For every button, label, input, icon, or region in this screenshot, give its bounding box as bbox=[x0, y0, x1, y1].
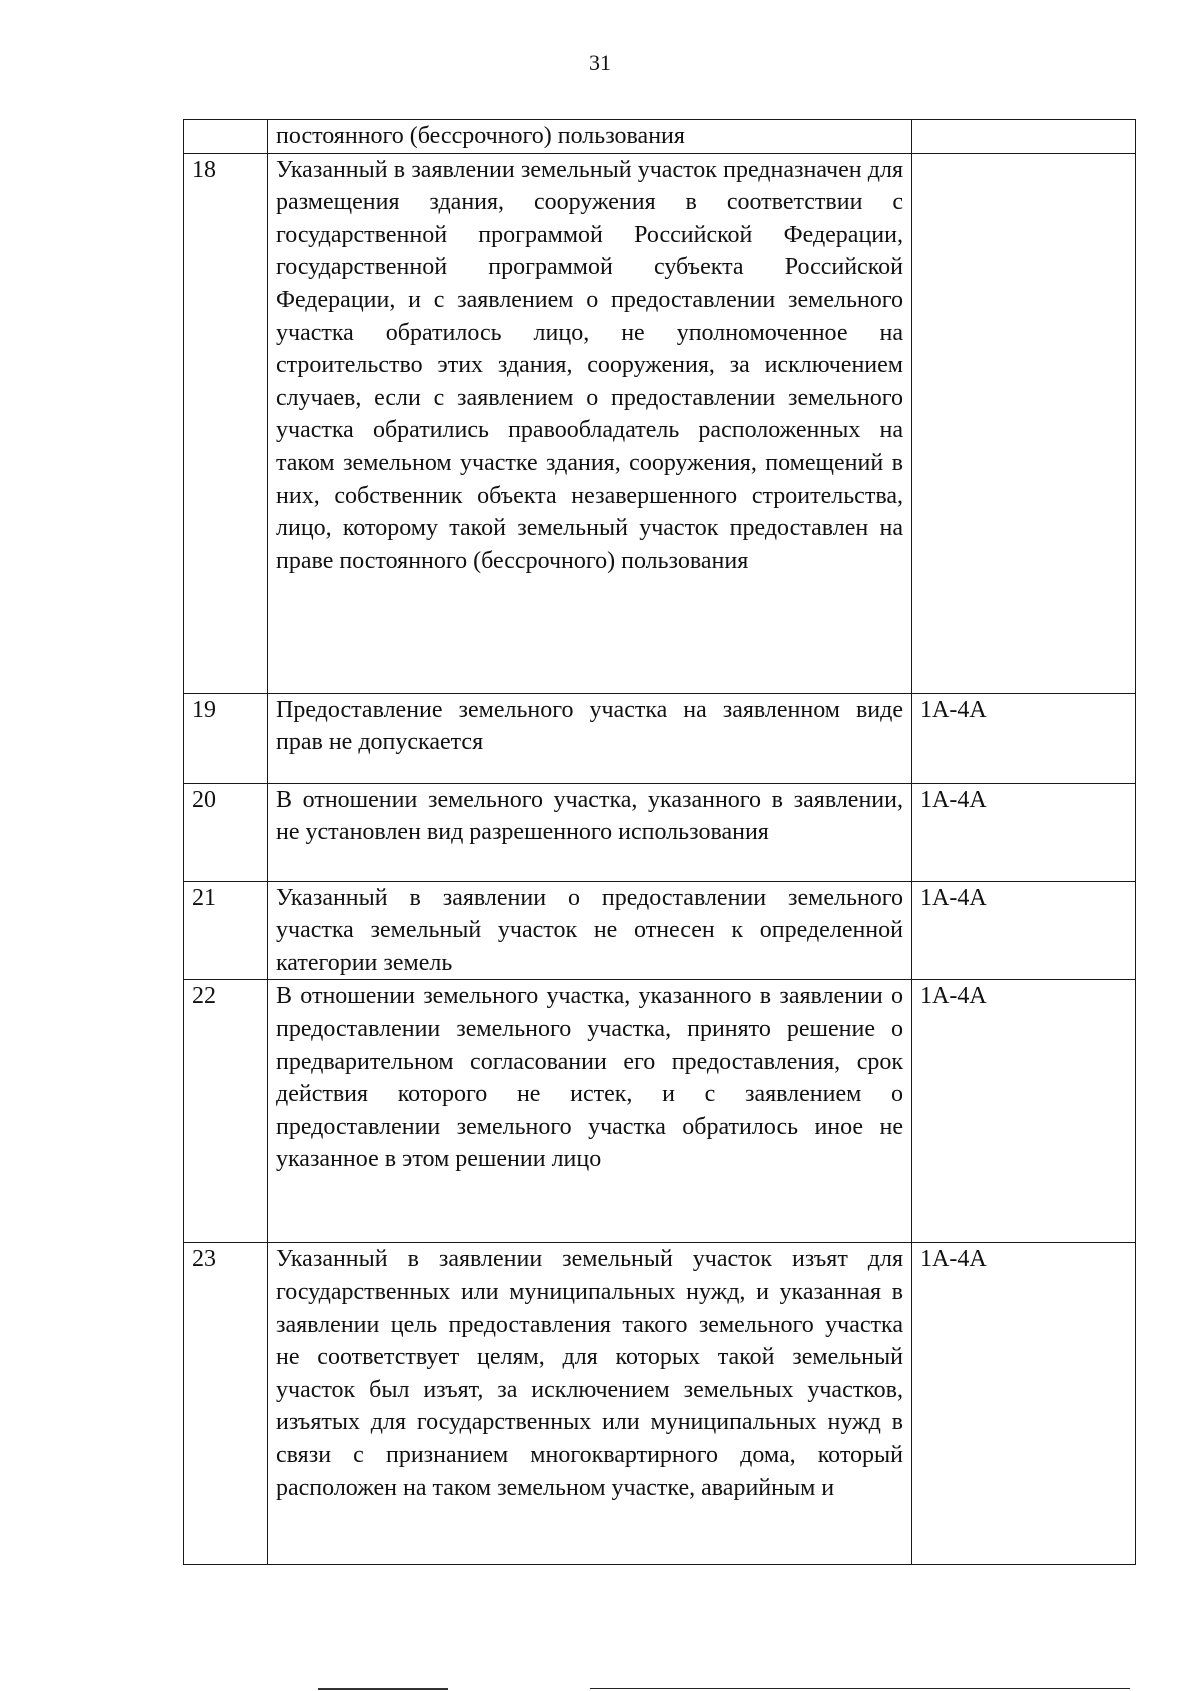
table-row bbox=[184, 1243, 1136, 1565]
row-text: Указанный в заявлении земельный участок предназначен для размещения здания, сооружения в соответствии с государственной программой Российской Федерации, государственной программой субъекта Российской Федерации, и с заявлением о предоставлении земельного участка обратилось лицо, не уполномоченное на строительство этих здания, сооружения, за исключением случаев, если с заявлением о предоставлении земельного участка обратились правообладатель расположенных на таком земельном участке здания, сооружения, помещений в них, собственник объекта незавершенного строительства, лицо, которому такой земельный участок предоставлен на праве постоянного (бессрочного) пользования bbox=[268, 153, 912, 693]
table-row bbox=[184, 153, 1136, 693]
row-code bbox=[912, 153, 1136, 693]
reasons-table bbox=[183, 119, 1136, 1565]
row-number: 20 bbox=[184, 783, 268, 881]
table-row bbox=[184, 693, 1136, 783]
row-number: 22 bbox=[184, 980, 268, 1243]
row-number: 18 bbox=[184, 153, 268, 693]
row-text: постоянного (бессрочного) пользования bbox=[268, 120, 912, 154]
row-code: 1А-4А bbox=[912, 693, 1136, 783]
table-row bbox=[184, 881, 1136, 980]
row-code: 1А-4А bbox=[912, 881, 1136, 980]
row-code bbox=[912, 120, 1136, 154]
row-text: Предоставление земельного участка на заявленном виде прав не допускается bbox=[268, 693, 912, 783]
table-row bbox=[184, 783, 1136, 881]
row-number: 21 bbox=[184, 881, 268, 980]
row-code: 1А-4А bbox=[912, 980, 1136, 1243]
row-text: Указанный в заявлении о предоставлении земельного участка земельный участок не отнесен к определенной категории земель bbox=[268, 881, 912, 980]
page-number: 31 bbox=[589, 50, 611, 75]
row-number bbox=[184, 120, 268, 154]
scan-mark bbox=[318, 1688, 448, 1690]
row-number: 23 bbox=[184, 1243, 268, 1565]
row-code: 1А-4А bbox=[912, 1243, 1136, 1565]
row-code: 1А-4А bbox=[912, 783, 1136, 881]
footer-rule bbox=[590, 1688, 1130, 1689]
row-number: 19 bbox=[184, 693, 268, 783]
table-row bbox=[184, 120, 1136, 154]
row-text: В отношении земельного участка, указанного в заявлении, не установлен вид разрешенного использования bbox=[268, 783, 912, 881]
row-text: В отношении земельного участка, указанного в заявлении о предоставлении земельного участка, принято решение о предварительном согласовании его предоставления, срок действия которого не истек, и с заявлением о предоставлении земельного участка обратилось иное не указанное в этом решении лицо bbox=[268, 980, 912, 1243]
row-text: Указанный в заявлении земельный участок изъят для государственных или муниципальных нужд, и указанная в заявлении цель предоставления такого земельного участка не соответствует целям, для которых такой земельный участок был изъят, за исключением земельных участков, изъятых для государственных или муниципальных нужд в связи с признанием многоквартирного дома, который расположен на таком земельном участке, аварийным и bbox=[268, 1243, 912, 1565]
table-row bbox=[184, 980, 1136, 1243]
